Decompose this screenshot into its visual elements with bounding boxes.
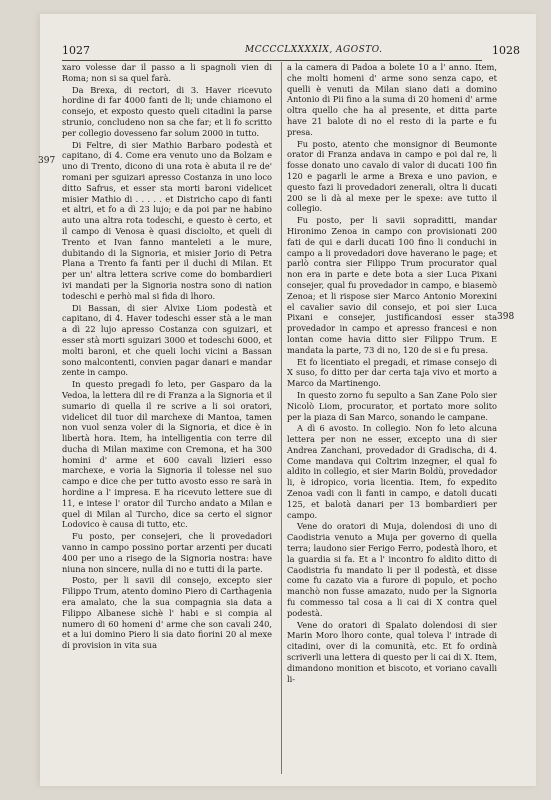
margin-number-right: 398: [497, 312, 515, 322]
page-header: [40, 44, 528, 58]
margin-number-left: 397: [38, 156, 56, 166]
header-rule: [62, 60, 482, 61]
left-column: [62, 62, 272, 651]
paragraph: Di Bassan, di sier Alvixe Liom podestà et capitano, di 4. Haver todeschi esser stà a le man a dì 22 lujo apresso Costanza con sguizari, et esser stà morti sguizari 3000 et todeschi 6000, et molti baroni, et che queli lochi vicini a Bassan sono malcontenti, convien pagar danari e mandar zente in campo.: [62, 302, 272, 378]
running-title: MCCCCLXXXXIX, AGOSTO.: [245, 45, 383, 55]
page-number-left: 1027: [62, 44, 90, 57]
paragraph: In questo pregadi fo leto, per Gasparo da la Vedoa, la lettera dil re di Franza a la Signoria et il sumario di quella il re scrive a li soi oratori, videlicet dil tuor dil marchexe di Mantoa, tamen non vuol senza voler di la Signoria, et dice è in libertà hora. Item, ha intelligentia con terre dil ducha di Milan maxime con Cremona, et ha 300 homini d' arme et 600 cavali lizieri esso marchexe, e voria la Signoria il tolesse nel suo campo e dice che per tutto avosto esso re sarà in hordine a l' impresa. E ha ricevuto lettere sue di 11, e intese l' orator dil Turcho andato a Milan e quel di Milan al Turcho, dice sa certo el signor Lodovico è causa di tutto, etc.: [62, 379, 272, 530]
paragraph: Fu posto, per consejeri, che li provedadori vanno in campo possino portar arzenti per ducati 400 per uno a risego de la Signoria nostra: have niuna non sincere, nulla di no e tutti di la parte.: [62, 531, 272, 574]
paragraph: a la camera di Padoa a bolete 10 a l' anno. Item, che molti homeni d' arme sono senza capo, et quelli è venuti da Milan siano dati a domino Antonio di Pii fino a la suma di 20 homeni d' arme oltra quello che ha al presente, et ditta parte have 21 balote di no el resto di la parte e fu presa.: [287, 62, 497, 137]
right-column: [287, 62, 497, 684]
paragraph: In questo zorno fu sepulto a San Zane Polo sier Nicolò Liom, procurator, et portato more solito per la piaza di San Marco, sonando le campane.: [287, 389, 497, 422]
paragraph: Fu posto, per li savii sopraditti, mandar Hironimo Zenoa in campo con provisionati 200 fati de qui e darli ducati 100 fino li conduchi in campo a li provedadori dove haverano le page; et parlò contra sier Filippo Trum procurator qual non era in parte e dete bota a sier Luca Pixani consejer, qual fu provedador in campo, e biasemò Zenoa; et li rispose sier Marco Antonio Morexini el cavalier savio dil consejo, et poi sier Luca Pixani e consejer, justificandosi esser sta provedador in campo et apresso francesi e non lontan come havia ditto sier Filippo Trum. E mandata la parte, 73 di no, 120 de si e fu presa.: [287, 215, 497, 355]
paragraph: xaro volesse dar il passo a li spagnoli vien di Roma; non si sa quel farà.: [62, 62, 272, 83]
paragraph: Et fo licentiato el pregadi, et rimase consejo di X suso, fo ditto per dar certa taja vivo et morto a Marco da Martinengo.: [287, 356, 497, 389]
page-number-right: 1028: [492, 44, 520, 57]
paragraph: Vene do oratori di Muja, dolendosi di uno di Caodistria venuto a Muja per governo di quella terra; laudono sier Ferigo Ferro, podestà lhoro, et la guardia si fa. Et a l' incontro fo aldito ditto di Caodistria fu mandato li per il podestà, et disse come fu cazato via a furore di populo, et pocho manchò non fusse amazato, nudo per la Signoria fu commesso tal cosa a li cai di X contra quel podestà.: [287, 521, 497, 618]
column-divider: [281, 62, 282, 774]
paragraph: Da Brexa, di rectori, di 3. Haver ricevuto hordine di far 4000 fanti de li; unde chiamono el consejo, et exposto questo queli citadini la parse strunio, concludeno non sa che far; et li fo scritto per collegio dovesseno far solum 2000 in tutto.: [62, 84, 272, 138]
paragraph: Posto, per li savii dil consejo, excepto sier Filippo Trum, atento domino Piero di Carthagenia era amalato, che la sua compagnia sia data a Filippo Albanese sichè l' habi e si compia al numero di 60 homeni d' arme che son cavali 240, et a lui domino Piero li sia dato fiorini 20 al mexe di provision in vita sua: [62, 575, 272, 651]
paragraph: A dì 6 avosto. In collegio. Non fo leto alcuna lettera per non ne esser, excepto una di sier Andrea Zanchani, provedador di Gradischa, di 4. Come mandava qui Coltrim inzegner, el qual fo aldito in collegio, et sier Marin Boldù, provedador li, è idropico, voria licentia. Item, fo expedito Zenoa vadi con li fanti in campo, e datoli ducati 125, et balotà danari per 13 bombardieri per campo.: [287, 423, 497, 520]
paragraph: Di Feltre, di sier Mathio Barbaro podestà et capitano, di 4. Come era venuto uno da Bolzam e uno di Trento, dicono di una rota è abuta il re de' romani per sguizari apresso Costanza in uno loco ditto Safrus, et esser sta morti baroni videlicet misier Mathio di . . . . . et Districho capo di fanti et altri, et fo a dì 23 lujo; e da poi par ne habino auto una altra rota todeschi, e questo è certo, et il campo di Venosa è quasi disciolto, et queli di Trento et Ivan fanno manteleti a le mure, dubitando di la Signoria, et misier Jorio di Petra Plana a Trento fa fanti per il duchi di Milan. Et per un' altra lettera scrive come do bombardieri ivi mandati per la Signoria nostra sono di nation todeschi e perhò mal si fida di lhoro.: [62, 139, 272, 301]
paragraph: Vene do oratori di Spalato dolendosi di sier Marin Moro lhoro conte, qual toleva l' intrade di citadini, over di la comunità, etc. Et fo ordinà scriverli una lettera di questo per li cai di X. Item, dimandono monition et biscoto, et voriano cavalli li-: [287, 619, 497, 684]
paragraph: Fu posto, atento che monsignor di Beumonte orator di Franza andava in campo e poi dal re, li fosse donato uno cavalo di valor di ducati 100 fin 120 e pagarli le arme a Brexa e uno pavion, e questo fazi li provedadori zenerali, oltra li ducati 200 se li dà al mexe per le spexe: ave tutto il collegio.: [287, 138, 497, 214]
